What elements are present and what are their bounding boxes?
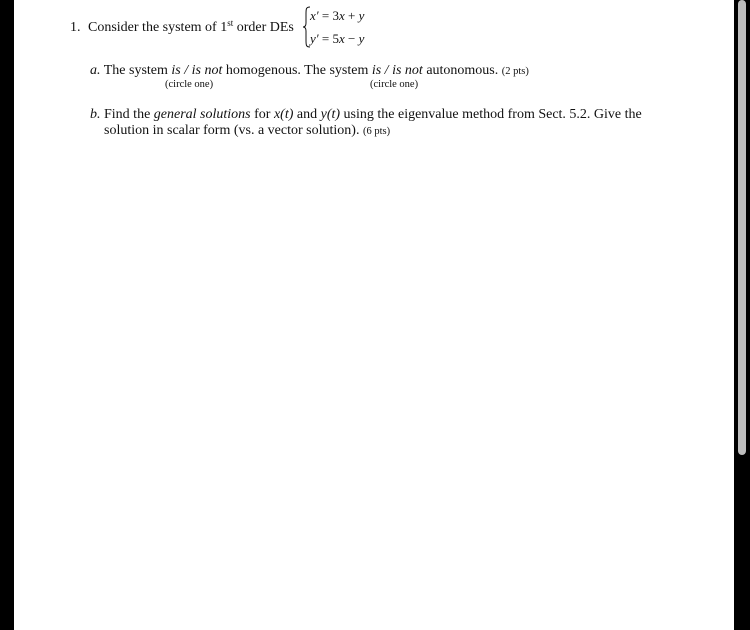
part-a — [90, 63, 529, 79]
part-b-emphasis: general solutions — [153, 107, 251, 122]
eq1-coef: 3 — [332, 8, 339, 23]
part-a-choice-homogenous: is / is not — [171, 63, 223, 78]
eq1-equals: = — [318, 8, 333, 23]
part-a-choice-autonomous: is / is not — [371, 63, 423, 78]
part-b-line-2-text: solution in scalar form (vs. a vector solution). — [104, 123, 363, 138]
part-b-text-4: using the eigenvalue method from Sect. 5.2. Give the — [340, 107, 642, 122]
part-b-text-3: and — [293, 107, 321, 122]
eq2-var-x: x — [338, 31, 345, 46]
part-a-label: a. — [90, 63, 101, 78]
part-b-label: b. — [90, 107, 101, 122]
question-intro-text-end: order DEs — [233, 20, 294, 35]
part-b-line-2 — [90, 123, 690, 140]
eq2-var-y: y — [358, 31, 365, 46]
question-intro-text: Consider the system of 1 — [88, 20, 228, 35]
part-b-text-2: for — [250, 107, 274, 122]
document-page — [14, 0, 734, 630]
question-intro — [88, 20, 294, 36]
eq2-equals: = — [318, 31, 333, 46]
part-a-text-3: autonomous. — [422, 63, 502, 78]
part-b — [90, 107, 690, 140]
circle-one-note-2: (circle one) — [370, 79, 419, 90]
part-b-points: (6 pts) — [362, 126, 391, 137]
equation-1 — [310, 8, 364, 24]
eq2-minus: − — [344, 31, 359, 46]
vertical-scrollbar[interactable] — [738, 0, 746, 455]
eq2-coef: 5 — [332, 31, 339, 46]
eq1-plus: + — [344, 8, 359, 23]
circle-one-note-1: (circle one) — [165, 79, 214, 90]
part-a-points: (2 pts) — [501, 66, 529, 77]
part-a-text-2: homogenous. The system — [222, 63, 372, 78]
part-b-x-of-t: x(t) — [273, 107, 294, 122]
eq2-lhs: y′ — [310, 31, 319, 46]
part-a-text-1: The system — [100, 63, 172, 78]
eq1-lhs: x′ — [310, 8, 319, 23]
question-number: 1. — [70, 20, 81, 35]
question-intro-superscript: st — [227, 18, 234, 28]
equation-2 — [310, 31, 364, 47]
eq1-var-x: x — [338, 8, 345, 23]
part-b-text-1: Find the — [100, 107, 154, 122]
part-b-y-of-t: y(t) — [320, 107, 341, 122]
eq1-var-y: y — [358, 8, 365, 23]
